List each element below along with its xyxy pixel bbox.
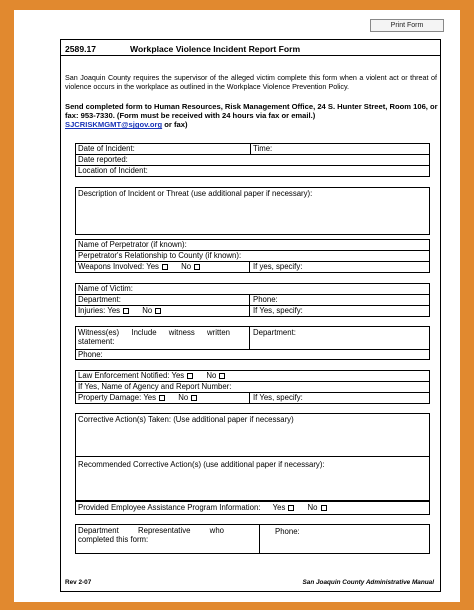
form-number: 2589.17 <box>65 44 97 54</box>
injuries-row <box>78 306 162 315</box>
law-enforcement-label: Law Enforcement Notified: <box>78 371 170 380</box>
email-link[interactable]: SJCRISKMGMT@sjgov.org <box>65 120 163 130</box>
form-title: Workplace Violence Incident Report Form <box>130 44 301 54</box>
date-reported-field[interactable]: Date reported: <box>78 155 128 164</box>
law-yes-label: Yes <box>171 371 185 380</box>
eap-yes-checkbox[interactable] <box>288 505 294 511</box>
weapons-yes-checkbox[interactable] <box>162 264 168 270</box>
witness-department-field[interactable]: Department: <box>253 328 296 337</box>
perpetrator-relationship-field[interactable]: Perpetrator's Relationship to County (if known): <box>78 251 242 260</box>
property-yes-label: Yes <box>143 393 157 402</box>
law-no-label: No <box>206 371 217 380</box>
send-instructions-text: Send completed form to Human Resources, Risk Management Office, 24 S. Hunter Street, Room 106, or fax: 953-7330. (Form must be received with 24 hours via fax or email.) <box>65 102 438 121</box>
agency-report-field[interactable]: If Yes, Name of Agency and Report Number: <box>78 382 232 391</box>
date-of-incident-field[interactable]: Date of Incident: <box>78 144 135 153</box>
victim-name-field[interactable]: Name of Victim: <box>78 284 133 293</box>
weapons-no-label: No <box>181 262 192 271</box>
time-field[interactable]: Time: <box>253 144 273 153</box>
property-no-label: No <box>178 393 189 402</box>
eap-yes-label: Yes <box>272 503 286 512</box>
injuries-label: Injuries: <box>78 306 106 315</box>
weapons-specify-field[interactable]: If yes, specify: <box>253 262 303 271</box>
dept-rep-field[interactable]: Department Representative who completed this form: <box>78 526 224 544</box>
weapons-yes-label: Yes <box>146 262 159 271</box>
eap-row <box>78 503 328 512</box>
description-field[interactable]: Description of Incident or Threat (use additional paper if necessary): <box>78 189 313 198</box>
injuries-no-checkbox[interactable] <box>155 308 161 314</box>
injuries-yes-checkbox[interactable] <box>123 308 129 314</box>
property-damage-label: Property Damage: <box>78 393 142 402</box>
email-suffix: or fax) <box>164 120 188 130</box>
eap-no-checkbox[interactable] <box>321 505 327 511</box>
location-field[interactable]: Location of Incident: <box>78 166 148 175</box>
perpetrator-name-field[interactable]: Name of Perpetrator (if known): <box>78 240 187 249</box>
weapons-involved-row <box>78 262 201 271</box>
property-no-checkbox[interactable] <box>191 395 197 401</box>
witness-phone-field[interactable]: Phone: <box>78 350 103 359</box>
law-yes-checkbox[interactable] <box>187 373 193 379</box>
witnesses-field[interactable]: Witness(es) Include witness written statement: <box>78 328 230 346</box>
print-form-button[interactable]: Print Form <box>370 19 444 32</box>
title-divider <box>61 55 440 56</box>
injuries-no-label: No <box>142 306 153 315</box>
property-damage-row <box>78 393 198 402</box>
injuries-yes-label: Yes <box>107 306 121 315</box>
property-specify-field[interactable]: If Yes, specify: <box>253 393 303 402</box>
weapons-no-checkbox[interactable] <box>194 264 200 270</box>
victim-phone-field[interactable]: Phone: <box>253 295 278 304</box>
injuries-specify-field[interactable]: If Yes, specify: <box>253 306 303 315</box>
form-title-row <box>61 40 440 68</box>
law-enforcement-row <box>78 371 226 380</box>
recommended-actions-field[interactable]: Recommended Corrective Action(s) (use additional paper if necessary): <box>78 460 325 469</box>
victim-department-field[interactable]: Department: <box>78 295 121 304</box>
incident-report-form <box>60 39 441 592</box>
form-intro: San Joaquin County requires the supervisor of the alleged victim complete this form when a violent act or threat of violence occurs in the workplace as outlined in the Workplace Violence Prevention Policy. <box>65 73 437 91</box>
revision-label: Rev 2-07 <box>65 579 92 586</box>
corrective-actions-field[interactable]: Corrective Action(s) Taken: (Use additional paper if necessary) <box>78 415 294 424</box>
law-no-checkbox[interactable] <box>219 373 225 379</box>
property-yes-checkbox[interactable] <box>159 395 165 401</box>
send-instructions <box>65 102 439 130</box>
eap-no-label: No <box>307 503 318 512</box>
manual-label: San Joaquin County Administrative Manual <box>302 579 434 586</box>
dept-rep-phone-field[interactable]: Phone: <box>275 527 300 536</box>
eap-label: Provided Employee Assistance Program Information: <box>78 503 261 512</box>
weapons-involved-label: Weapons Involved: <box>78 262 145 271</box>
form-page <box>14 10 460 602</box>
